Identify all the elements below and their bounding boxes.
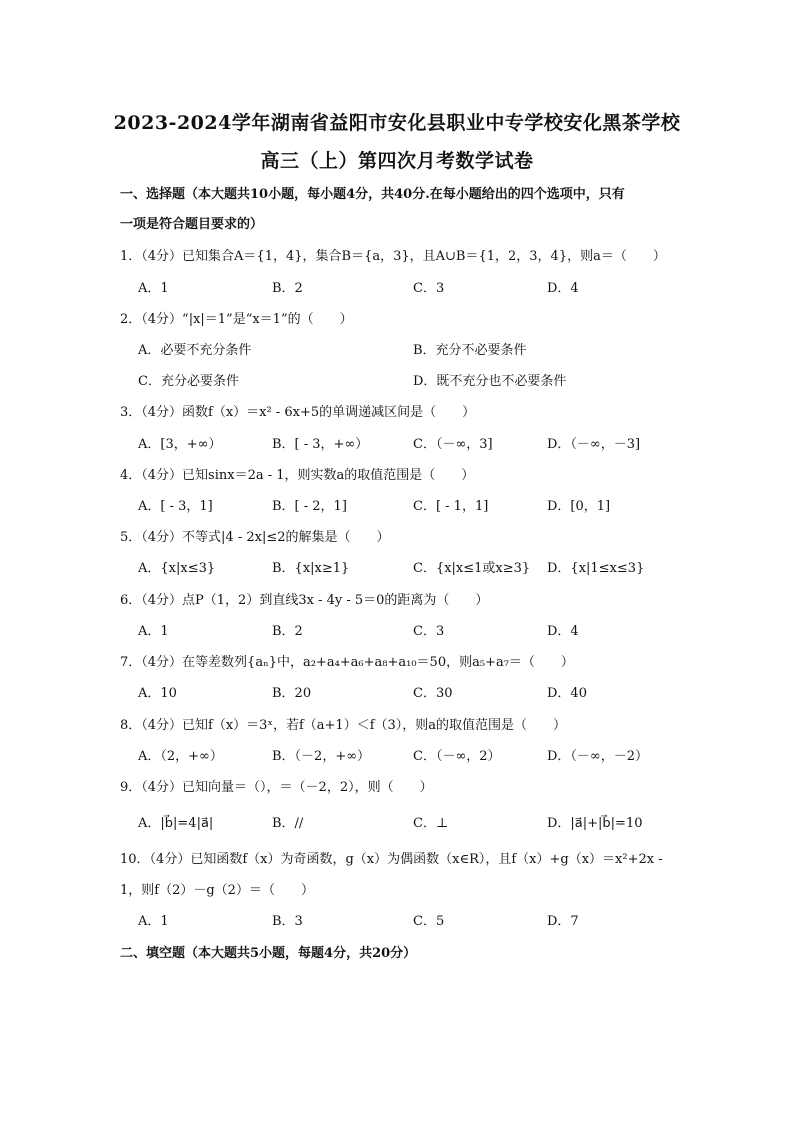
question-8-stem: 8．（4分）已知f（x）＝3ˣ，若f（a+1）＜f（3），则a的取值范围是（ ） <box>120 718 567 733</box>
question-10-option-d: D．7 <box>547 914 579 929</box>
question-2-option-d: D．既不充分也不必要条件 <box>413 374 567 389</box>
question-7-option-d: D．40 <box>547 686 587 701</box>
question-9-option-d: D．|a⃗|+|b⃗|=10 <box>547 816 643 831</box>
question-8-option-c: C．（－∞，2） <box>413 749 501 764</box>
question-10-option-a: A．1 <box>138 914 169 929</box>
question-7-option-b: B．20 <box>272 686 312 701</box>
question-4-option-b: B．[ - 2，1] <box>272 499 347 514</box>
question-8-option-a: A．（2，+∞） <box>138 749 223 764</box>
question-2-option-b: B．充分不必要条件 <box>413 343 527 358</box>
section1-heading: 一、选择题（本大题共10小题，每小题4分，共40分.在每小题给出的四个选项中，只有 <box>120 187 625 202</box>
question-7-option-c: C．30 <box>413 686 453 701</box>
question-6-option-a: A．1 <box>138 624 169 639</box>
question-8-option-b: B．（－2，+∞） <box>272 749 371 764</box>
question-5-option-b: B．{x|x≥1} <box>272 561 350 576</box>
question-1-option-d: D．4 <box>547 281 579 296</box>
question-10-stem-cont: 1，则f（2）－g（2）＝（ ） <box>120 883 314 898</box>
question-10-option-c: C．5 <box>413 914 445 929</box>
question-3-stem: 3．（4分）函数f（x）＝x² - 6x+5的单调递减区间是（ ） <box>120 405 476 420</box>
question-9-option-c: C．⊥ <box>413 816 449 831</box>
section1-heading-cont: 一项是符合题目要求的） <box>120 217 264 232</box>
question-5-option-a: A．{x|x≤3} <box>138 561 216 576</box>
question-6-option-d: D．4 <box>547 624 579 639</box>
question-4-option-a: A．[ - 3，1] <box>138 499 213 514</box>
question-6-option-c: C．3 <box>413 624 445 639</box>
question-3-option-d: D．（－∞，－3] <box>547 437 641 452</box>
question-3-option-a: A．[3，+∞） <box>138 437 222 452</box>
question-5-option-c: C．{x|x≤1或x≥3} <box>413 561 531 576</box>
exam-title-line2: 高三（上）第四次月考数学试卷 <box>260 150 534 172</box>
question-10-option-b: B．3 <box>272 914 303 929</box>
question-3-option-c: C．（－∞，3] <box>413 437 493 452</box>
question-10-stem: 10．（4分）已知函数f（x）为奇函数，g（x）为偶函数（x∈R），且f（x）+g（x）＝x²+2x - <box>120 852 663 867</box>
question-2-stem: 2．（4分）“|x|＝1”是“x＝1”的（ ） <box>120 312 353 327</box>
section2-heading: 二、填空题（本大题共5小题，每题4分，共20分） <box>120 946 417 961</box>
question-3-option-b: B．[ - 3，+∞） <box>272 437 369 452</box>
question-9-option-b: B．// <box>272 816 304 831</box>
question-9-option-a: A．|b⃗|=4|a⃗| <box>138 816 214 831</box>
question-4-option-c: C．[ - 1，1] <box>413 499 489 514</box>
question-1-option-b: B．2 <box>272 281 303 296</box>
question-7-stem: 7．（4分）在等差数列{aₙ}中，a₂+a₄+a₆+a₈+a₁₀＝50，则a₅+a₇＝（ ） <box>120 655 574 670</box>
question-1-option-a: A．1 <box>138 281 169 296</box>
question-1-stem: 1．（4分）已知集合A＝{1，4}，集合B＝{a，3}，且A∪B＝{1，2，3，4}，则a＝（ ） <box>120 249 666 264</box>
question-6-stem: 6．（4分）点P（1，2）到直线3x - 4y - 5＝0的距离为（ ） <box>120 593 489 608</box>
question-8-option-d: D．（－∞，－2） <box>547 749 649 764</box>
question-6-option-b: B．2 <box>272 624 303 639</box>
question-2-option-c: C．充分必要条件 <box>138 374 239 389</box>
question-7-option-a: A．10 <box>138 686 177 701</box>
question-9-stem: 9．（4分）已知向量＝（），＝（－2，2），则（ ） <box>120 780 433 795</box>
question-5-stem: 5．（4分）不等式|4 - 2x|≤2的解集是（ ） <box>120 530 390 545</box>
question-4-stem: 4．（4分）已知sinx＝2a - 1，则实数a的取值范围是（ ） <box>120 468 475 483</box>
question-2-option-a: A．必要不充分条件 <box>138 343 252 358</box>
question-5-option-d: D．{x|1≤x≤3} <box>547 561 645 576</box>
question-1-option-c: C．3 <box>413 281 445 296</box>
exam-title-line1: 2023-2024学年湖南省益阳市安化县职业中专学校安化黑茶学校 <box>113 112 681 134</box>
question-4-option-d: D．[0，1] <box>547 499 611 514</box>
